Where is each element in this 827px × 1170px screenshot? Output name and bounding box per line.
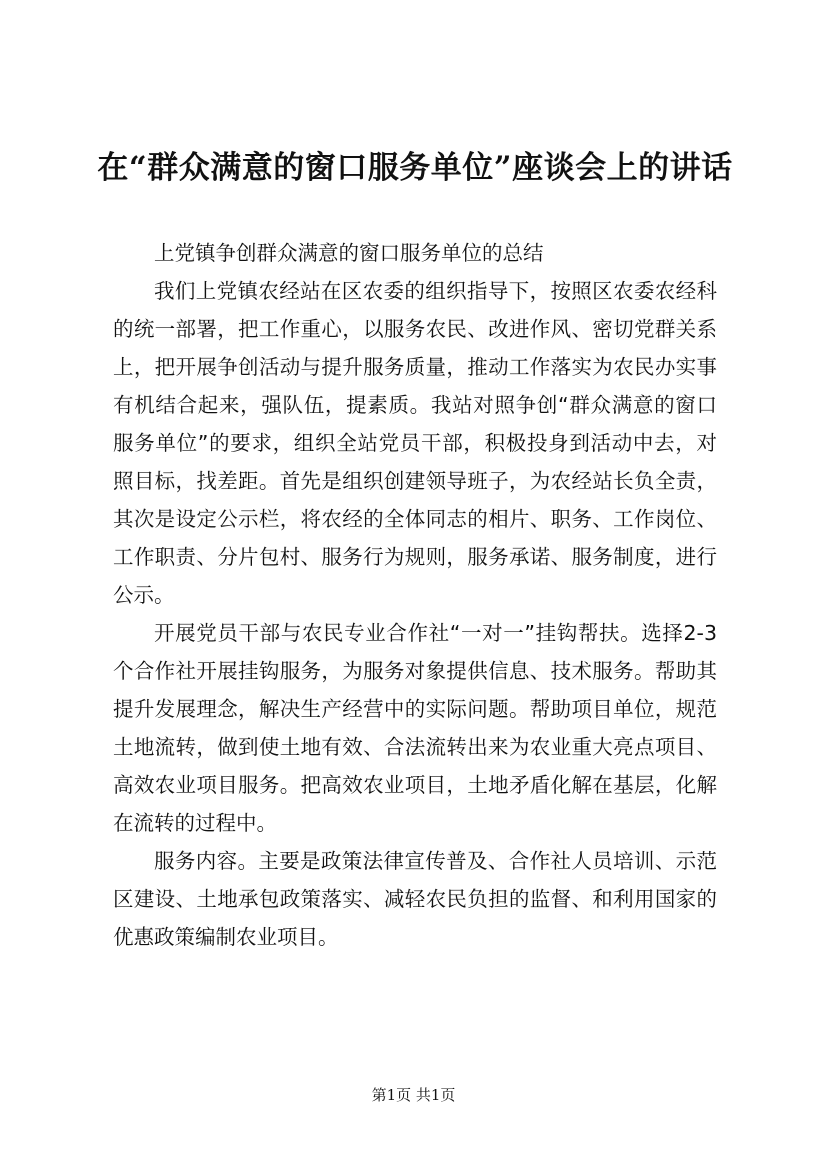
paragraph-1: 我们上党镇农经站在区农委的组织指导下，按照区农委农经科的统一部署，把工作重心，以服务农民、改进作风、密切党群关系上，把开展争创活动与提升服务质量，推动工作落实为农民办实事有机结合起来，强队伍，提素质。我站对照争创“群众满意的窗口服务单位”的要求，组织全站党员干部，积极投身到活动中去，对照目标，找差距。首先是组织创建领导班子，为农经站长负全责，其次是设定公示栏，将农经的全体同志的相片、职务、工作岗位、工作职责、分片包村、服务行为规则，服务承诺、服务制度，进行公示。 bbox=[113, 279, 717, 607]
paragraph-3: 服务内容。主要是政策法律宣传普及、合作社人员培训、示范区建设、土地承包政策落实、减轻农民负担的监督、和利用国家的优惠政策编制农业项目。 bbox=[113, 849, 717, 949]
paragraph-2: 开展党员干部与农民专业合作社“一对一”挂钩帮扶。选择2-3个合作社开展挂钩服务，为服务对象提供信息、技术服务。帮助其提升发展理念，解决生产经营中的实际问题。帮助项目单位，规范土地流转，做到使土地有效、合法流转出来为农业重大亮点项目、高效农业项目服务。把高效农业项目，土地矛盾化解在基层，化解在流转的过程中。 bbox=[113, 621, 717, 835]
document-subtitle: 上党镇争创群众满意的窗口服务单位的总结 bbox=[154, 241, 544, 265]
document-body bbox=[113, 234, 717, 956]
page-footer: 第1页 共1页 bbox=[371, 1086, 456, 1104]
document-title: 在“群众满意的窗口服务单位”座谈会上的讲话 bbox=[97, 150, 733, 186]
